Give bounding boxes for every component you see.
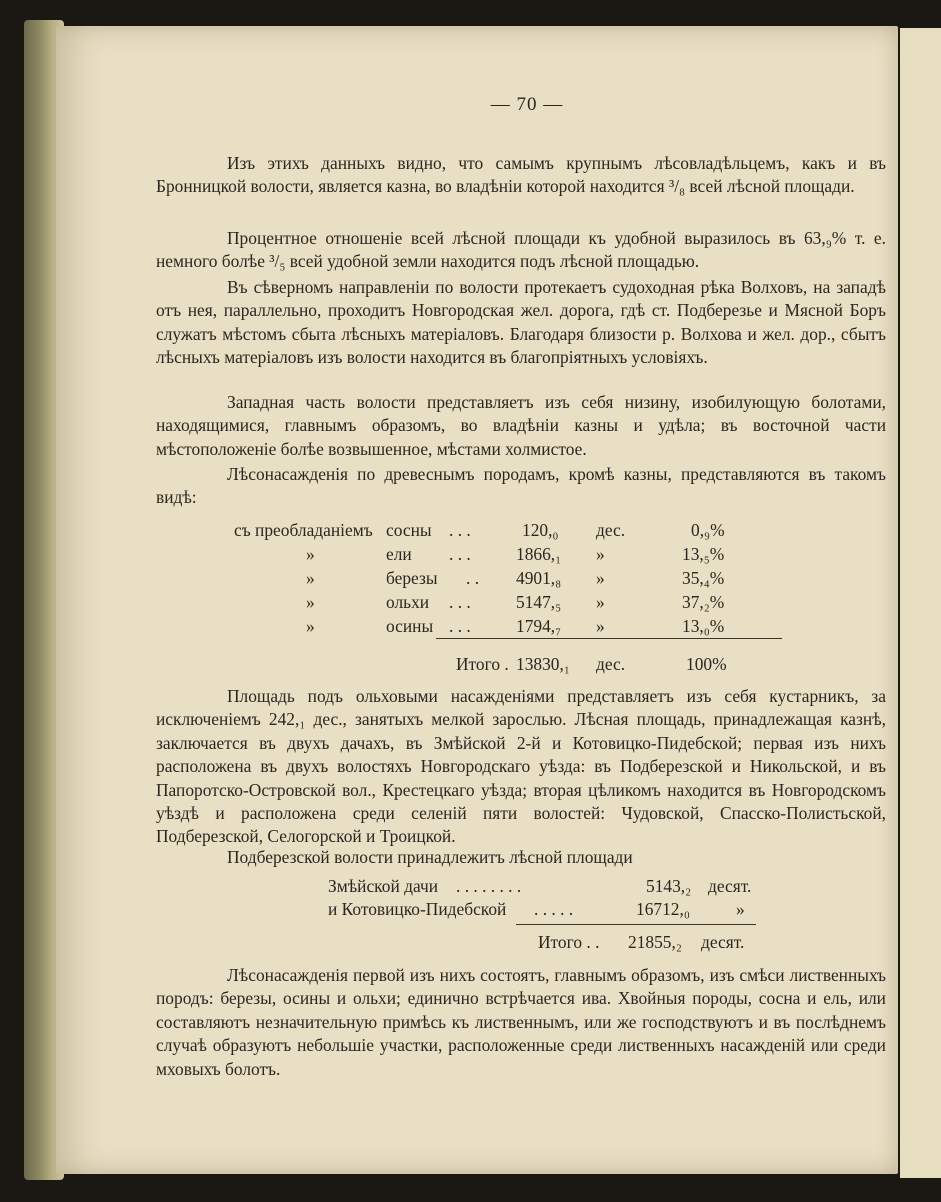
book-page — [56, 26, 898, 1174]
dacha-name: и Котовицко-Пидебской — [328, 899, 507, 919]
leader-dots: . . . — [449, 544, 471, 564]
table-row — [156, 592, 898, 616]
area-value: 1794,₇ — [516, 616, 562, 636]
paragraph-7: Подберезской волости принадлежитъ лѣсной площади — [227, 847, 633, 867]
area-value: 120,₀ — [522, 520, 559, 540]
percent-value: 0,₉% — [691, 520, 725, 540]
leader-dots: . . . — [449, 520, 471, 540]
total-area: 13830,₁ — [516, 654, 570, 674]
area-value: 4901,₈ — [516, 568, 562, 588]
row-prefix: » — [306, 616, 315, 636]
row-prefix: » — [306, 568, 315, 588]
species-name: ели — [386, 544, 412, 564]
leader-dots: . . — [466, 568, 480, 588]
leader-dots: . . . — [449, 616, 471, 636]
area-unit: » — [596, 592, 605, 612]
paragraph-4: Западная часть волости представляетъ изъ себя низину, изобилующую болотами, находящимися, главнымъ образомъ, во владѣніи казны и удѣла; въ восточной части мѣстоположеніе болѣе возвышенное, мѣстами холмистое. — [156, 392, 886, 459]
total-label: Итого . . — [538, 932, 600, 952]
paragraph-3: Въ сѣверномъ направленіи по волости протекаетъ судоходная рѣка Волховъ, на западѣ отъ нея, параллельно, проходитъ Новгородская жел. дорога, гдѣ ст. Подберезье и Мясной Боръ служатъ мѣстомъ сбыта лѣсныхъ матеріаловъ. Благодаря близости р. Волхова и жел. дор., сбытъ лѣсныхъ матеріаловъ изъ волости находится въ благопріятныхъ условіяхъ. — [156, 277, 886, 368]
table-total-row — [156, 654, 898, 678]
area-unit: десят. — [708, 876, 752, 896]
table-row — [156, 616, 898, 640]
total-percent: 100% — [686, 654, 727, 674]
row-prefix: съ преобладаніемъ — [234, 520, 373, 540]
table-row — [156, 899, 898, 923]
page-number: — 70 — — [490, 94, 564, 115]
area-value: 1866,₁ — [516, 544, 562, 564]
species-name: сосны — [386, 520, 432, 540]
area-value: 5143,₂ — [646, 876, 692, 896]
table-row — [156, 520, 898, 544]
leader-dots: . . . . . . . . — [456, 876, 522, 896]
area-unit: » — [736, 899, 745, 919]
species-name: березы — [386, 568, 438, 588]
row-prefix: » — [306, 592, 315, 612]
table-row — [156, 876, 898, 900]
percent-value: 37,₂% — [682, 592, 725, 612]
area-unit: » — [596, 568, 605, 588]
paragraph-6: Площадь подъ ольховыми насажденіями представляетъ изъ себя кустарникъ, за исключеніемъ 242,₁ дес., занятыхъ мелкой зарослью. Лѣсная площадь, принадлежащая казнѣ, заключается въ двухъ дачахъ, въ Змѣйской 2-й и Котовицко-Пидебской; первая изъ нихъ расположена въ двухъ волостяхъ Новгородскаго уѣзда: въ Подберезской и Никольской, и въ Папоротско-Островской вол., Крестецкаго уѣзда; вторая цѣликомъ находится въ Новгородскомъ уѣздѣ и расположена среди селеній пяти волостей: Чудовской, Спасско-Полистьской, Подберезской, Селогорской и Троицкой. — [156, 686, 886, 847]
table-row — [156, 568, 898, 592]
total-unit: дес. — [596, 654, 626, 674]
area-value: 5147,₅ — [516, 592, 562, 612]
paragraph-1: Изъ этихъ данныхъ видно, что самымъ крупнымъ лѣсовладѣльцемъ, какъ и въ Бронницкой волости, является казна, во владѣніи которой находится ³/₈ всей лѣсной площади. — [156, 153, 886, 197]
total-rule — [516, 924, 756, 925]
total-unit: десят. — [701, 932, 745, 952]
paragraph-8: Лѣсонасажденія первой изъ нихъ состоятъ, главнымъ образомъ, изъ смѣси лиственныхъ породъ: березы, осины и ольхи; единично встрѣчается ива. Хвойныя породы, сосна и ель, или составляютъ незначительную примѣсь къ лиственнымъ, или же господствуютъ и въ послѣднемъ случаѣ образуютъ небольшіе участки, расположенные среди лиственныхъ насажденій или среди мховыхъ болотъ. — [156, 965, 886, 1079]
species-name: осины — [386, 616, 434, 636]
percent-value: 13,₀% — [682, 616, 725, 636]
area-unit: » — [596, 616, 605, 636]
area-value: 16712,₀ — [636, 899, 690, 919]
total-rule — [436, 638, 782, 639]
total-label: Итого . — [456, 654, 509, 674]
percent-value: 13,₅% — [682, 544, 725, 564]
total-area: 21855,₂ — [628, 932, 682, 952]
table-total-row — [156, 932, 898, 956]
percent-value: 35,₄% — [682, 568, 725, 588]
area-unit: » — [596, 544, 605, 564]
paragraph-2: Процентное отношеніе всей лѣсной площади къ удобной выразилось въ 63,₉% т. е. немного болѣе ³/₅ всей удобной земли находится подъ лѣсной площадью. — [156, 228, 886, 272]
paragraph-5: Лѣсонасажденія по древеснымъ породамъ, кромѣ казны, представляются въ такомъ видѣ: — [156, 464, 886, 508]
leader-dots: . . . . . — [534, 899, 574, 919]
area-unit: дес. — [596, 520, 626, 540]
adjacent-page-edge — [900, 28, 941, 1178]
dacha-name: Змѣйской дачи — [328, 876, 439, 896]
leader-dots: . . . — [449, 592, 471, 612]
row-prefix: » — [306, 544, 315, 564]
table-row — [156, 544, 898, 568]
species-name: ольхи — [386, 592, 430, 612]
